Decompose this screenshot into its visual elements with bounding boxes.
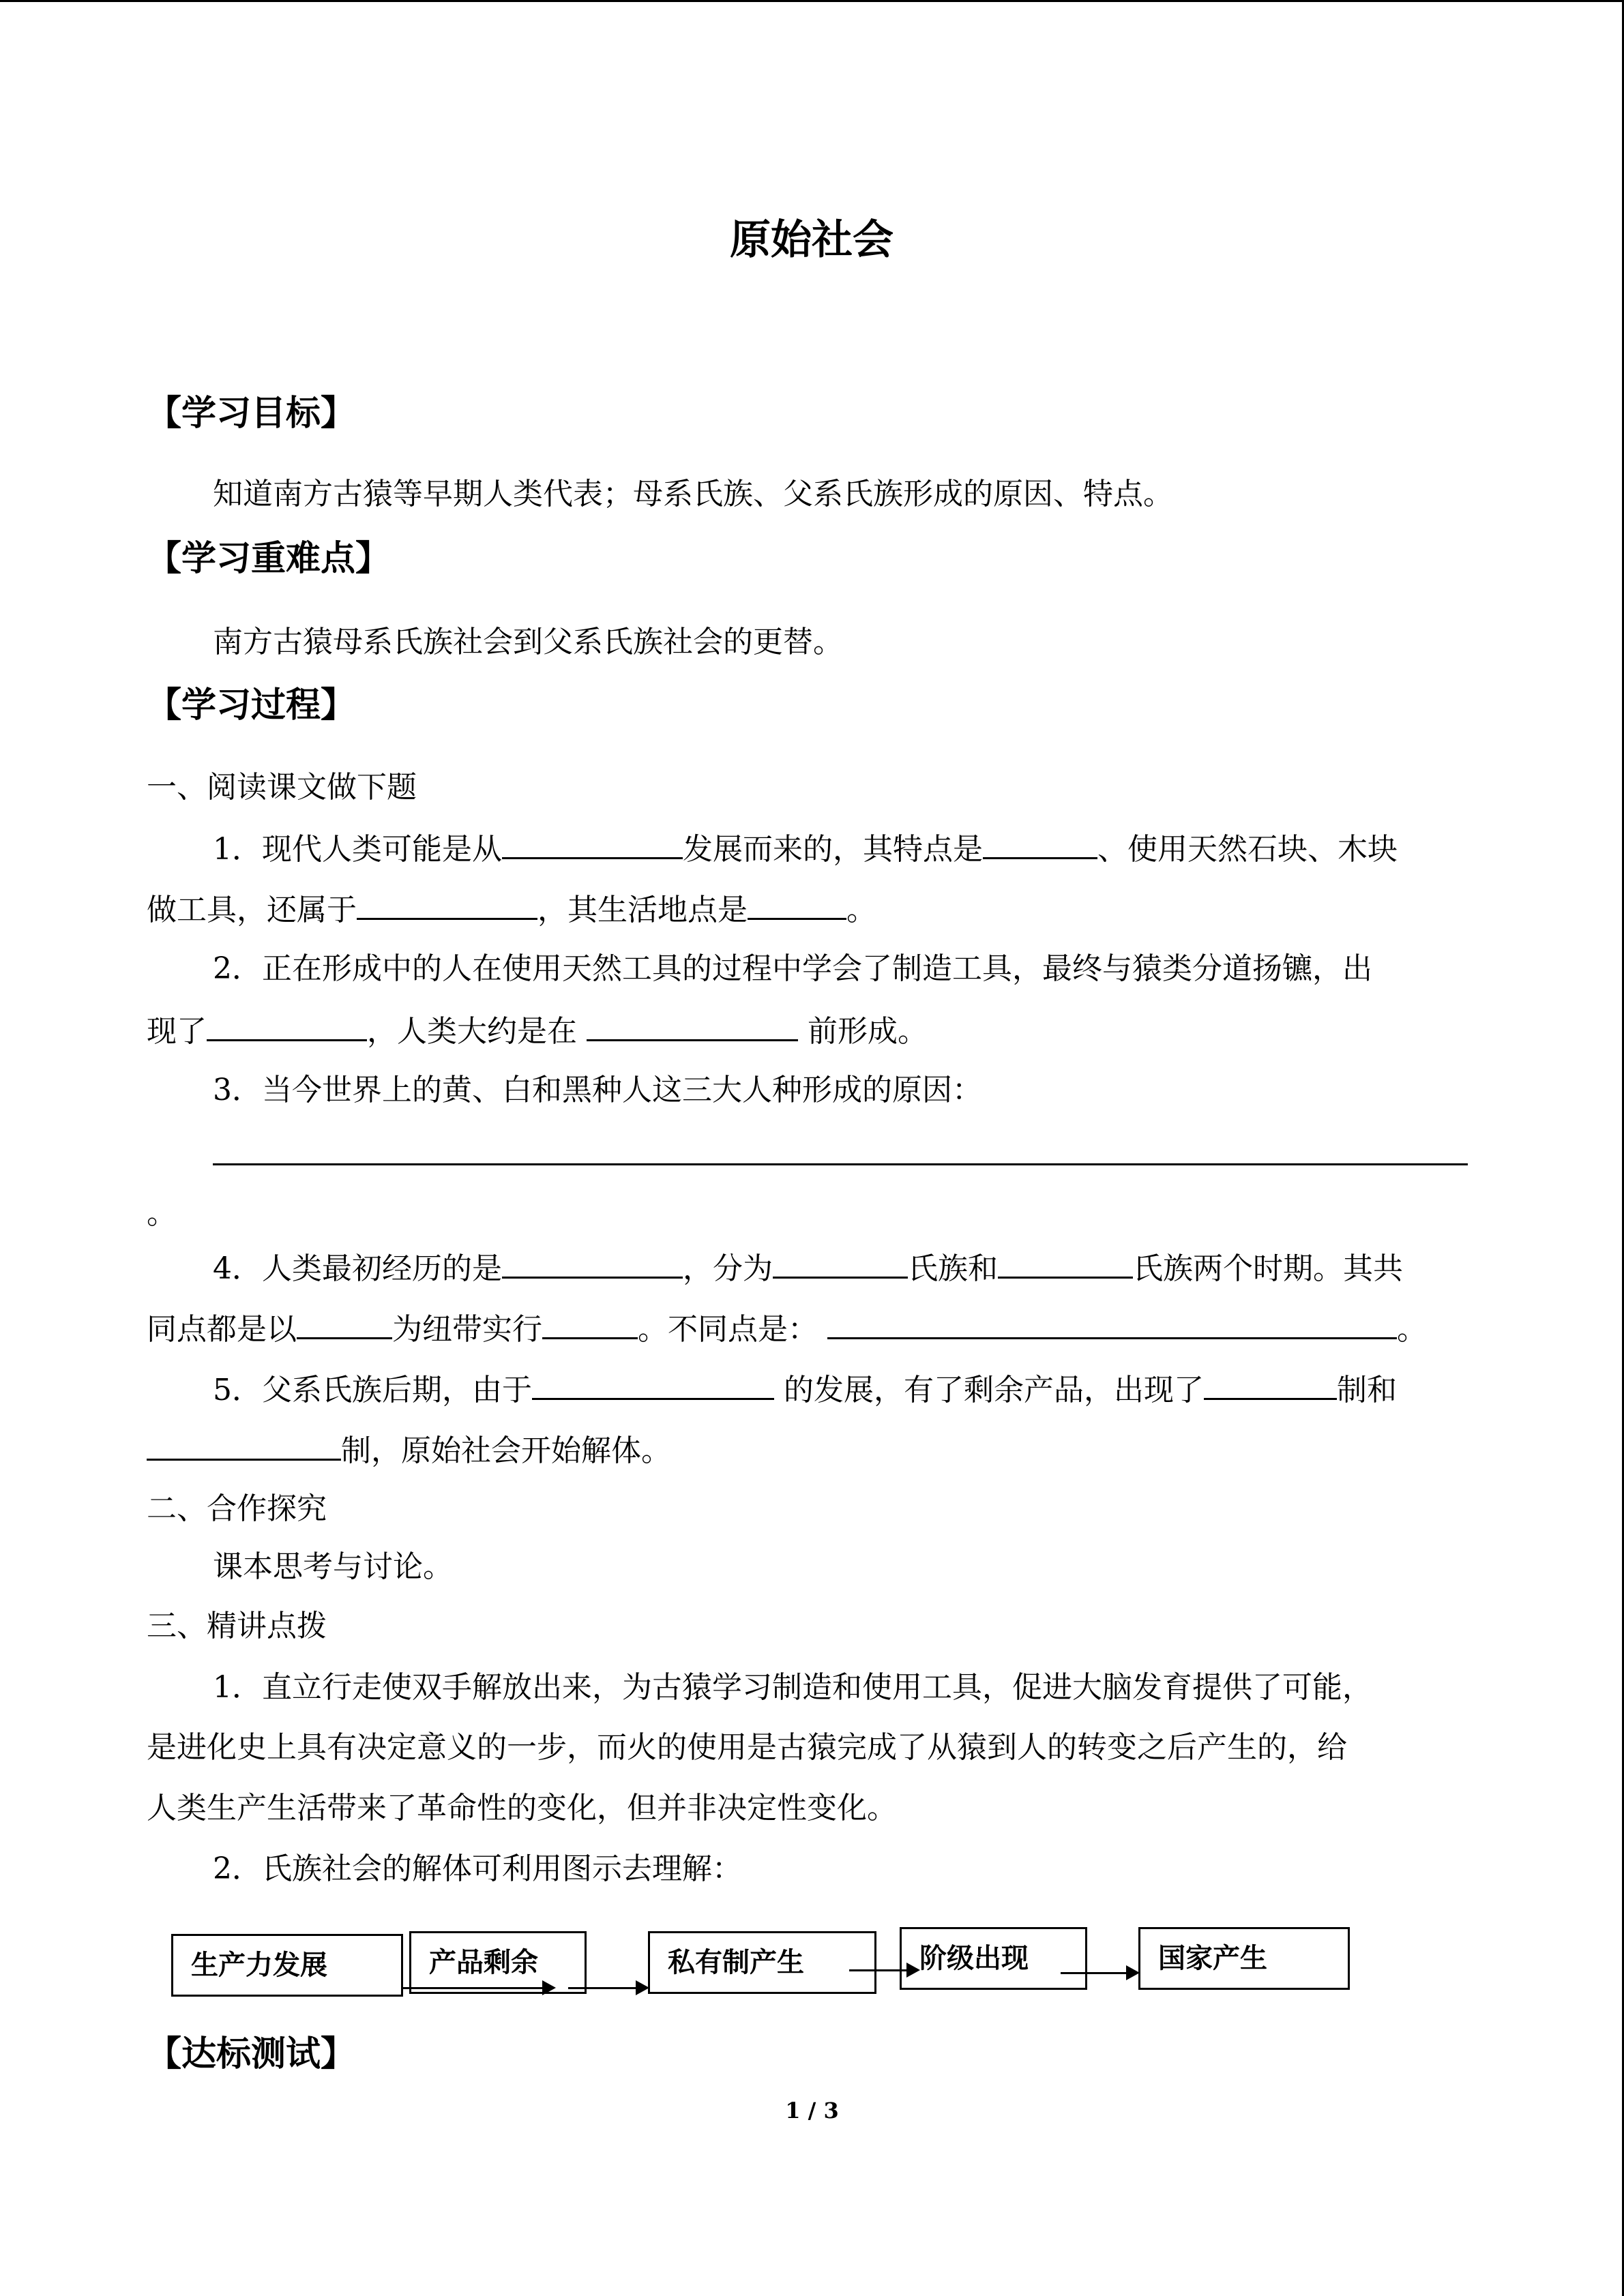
point-1-line-3: 人类生产生活带来了革命性的变化，但并非决定性变化。 — [147, 1791, 897, 1825]
question-5-line-1: 5．父系氏族后期，由于 的发展，有了剩余产品，出现了 制和 — [213, 1368, 1397, 1411]
flow-box-state: 国家产生 — [1138, 1927, 1350, 1990]
flow-box-surplus: 产品剩余 — [409, 1931, 587, 1994]
heading-test: 【达标测试】 — [147, 2034, 356, 2074]
blank-q4-3[interactable] — [998, 1247, 1133, 1279]
flow-box-productivity: 生产力发展 — [171, 1934, 403, 1997]
point-1-line-2: 是进化史上具有决定意义的一步，而火的使用是古猿完成了从猿到人的转变之后产生的，给 — [147, 1730, 1347, 1765]
heading-key-points: 【学习重难点】 — [147, 539, 391, 579]
point-1-line-1: 1．直立行走使双手解放出来，为古猿学习制造和使用工具，促进大脑发育提供了可能， — [213, 1670, 1372, 1705]
blank-q1-2[interactable] — [983, 827, 1097, 859]
blank-q4-2[interactable] — [773, 1247, 908, 1279]
flow-arrow-2 — [568, 1987, 647, 1989]
flow-arrow-4 — [1061, 1972, 1137, 1974]
question-4-line-2: 同点都是以 为纽带实行 。不同点是： 。 — [147, 1307, 1427, 1350]
goal-text: 知道南方古猿等早期人类代表；母系氏族、父系氏族形成的原因、特点。 — [213, 477, 1173, 511]
heading-goal: 【学习目标】 — [147, 393, 356, 434]
flow-box-private-ownership: 私有制产生 — [648, 1931, 876, 1994]
blank-q5-2[interactable] — [1204, 1368, 1337, 1400]
question-1-line-1: 1．现代人类可能是从 发展而来的，其特点是 、使用天然石块、木块 — [213, 827, 1398, 870]
question-3-period: 。 — [147, 1196, 177, 1231]
question-5-line-2: 制，原始社会开始解体。 — [147, 1429, 671, 1472]
page-title: 原始社会 — [730, 216, 894, 264]
blank-q4-5[interactable] — [542, 1307, 638, 1339]
key-points-text: 南方古猿母系氏族社会到父系氏族社会的更替。 — [213, 625, 843, 659]
page-number: 1 / 3 — [785, 2098, 839, 2123]
question-2-line-1: 2．正在形成中的人在使用天然工具的过程中学会了制造工具，最终与猿类分道扬镳，出 — [213, 951, 1372, 986]
answer-line-q3[interactable] — [213, 1163, 1468, 1165]
question-4-line-1: 4．人类最初经历的是 ，分为 氏族和 氏族两个时期。其共 — [213, 1247, 1403, 1289]
blank-q2-1[interactable] — [207, 1009, 367, 1041]
flow-box-classes: 阶级出现 — [900, 1927, 1087, 1990]
part3-title: 三、精讲点拨 — [147, 1609, 327, 1643]
flow-diagram — [147, 1923, 1477, 2005]
point-2: 2．氏族社会的解体可利用图示去理解： — [213, 1851, 742, 1886]
part2-title: 二、合作探究 — [147, 1491, 327, 1526]
blank-q1-1[interactable] — [502, 827, 683, 859]
blank-q5-3[interactable] — [147, 1429, 341, 1461]
page-border-top — [0, 0, 1624, 2]
blank-q5-1[interactable] — [532, 1368, 774, 1400]
part1-title: 一、阅读课文做下题 — [147, 770, 417, 805]
question-1-line-2: 做工具，还属于 ，其生活地点是 。 — [147, 888, 876, 931]
blank-q2-2[interactable] — [587, 1009, 798, 1041]
blank-q1-3[interactable] — [357, 888, 537, 920]
blank-q1-4[interactable] — [748, 888, 846, 920]
part2-text: 课本思考与讨论。 — [213, 1549, 453, 1584]
blank-q4-4[interactable] — [297, 1307, 392, 1339]
question-2-line-2: 现了 ，人类大约是在 前形成。 — [147, 1009, 928, 1052]
blank-q4-6[interactable] — [827, 1307, 1397, 1339]
heading-process: 【学习过程】 — [147, 685, 356, 726]
blank-q4-1[interactable] — [502, 1247, 683, 1279]
question-3: 3．当今世界上的黄、白和黑种人这三大人种形成的原因： — [213, 1073, 982, 1107]
